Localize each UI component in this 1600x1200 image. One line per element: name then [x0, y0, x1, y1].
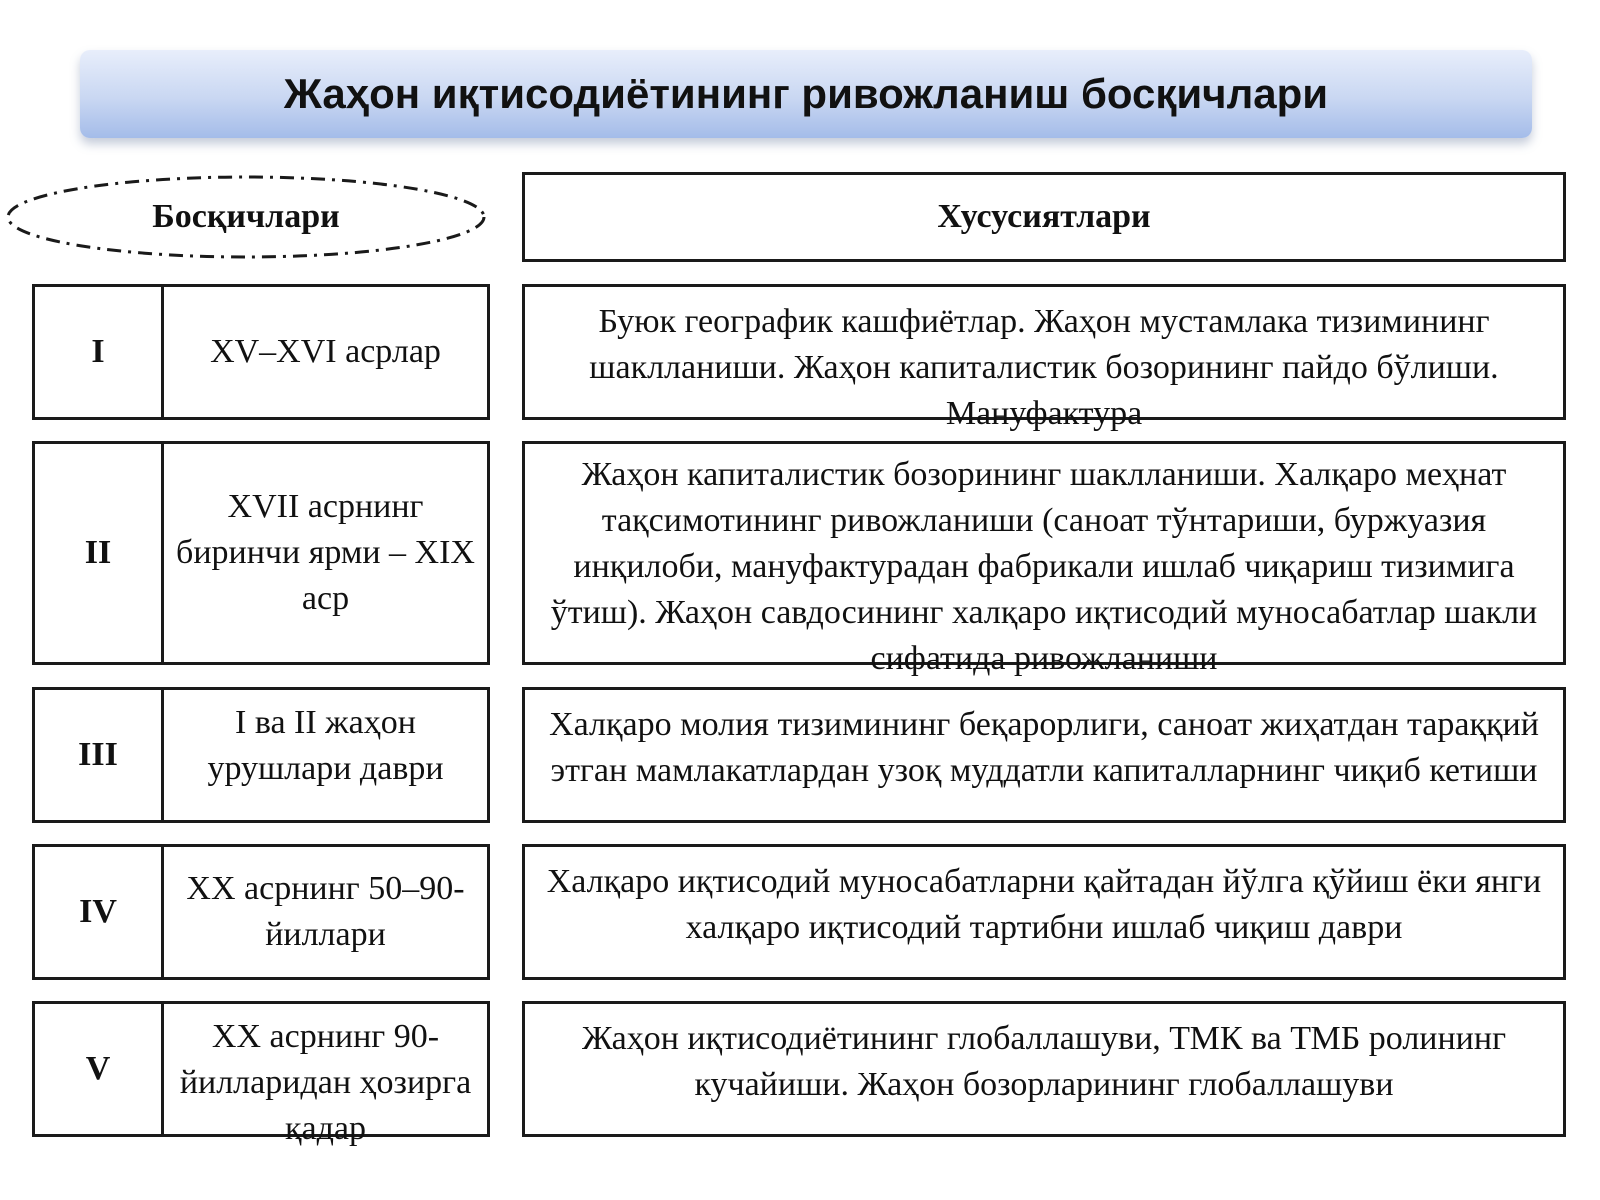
stage-description: Халқаро иқтисодий муносабатларни қайтадан йўлга қўйиш ёки янги халқаро иқтисодий тартибни ишлаб чиқиш даври [522, 844, 1566, 980]
stage-period: XV–XVI асрлар [161, 284, 490, 420]
stage-description: Халқаро молия тизимининг беқарорлиги, саноат жиҳатдан тараққий этган мамлакатлардан узоқ муддатли капиталларнинг чиқиб кетиши [522, 687, 1566, 823]
stage-period: XX асрнинг 50–90-йиллари [161, 844, 490, 980]
stage-period: XX асрнинг 90-йилларидан ҳозирга қадар [161, 1001, 490, 1137]
stage-period: I ва II жаҳон урушлари даври [161, 687, 490, 823]
stages-header [4, 174, 488, 260]
stage-period: XVII асрнинг биринчи ярми – XIX аср [161, 441, 490, 665]
stage-number: III [32, 687, 164, 823]
page-title: Жаҳон иқтисодиётининг ривожланиш босқичлари [283, 70, 1329, 117]
stage-number: I [32, 284, 164, 420]
stage-number: II [32, 441, 164, 665]
stage-description: Жаҳон иқтисодиётининг глобаллашуви, ТМК ва ТМБ ролининг кучайиши. Жаҳон бозорларининг глобаллашуви [522, 1001, 1566, 1137]
stage-number: IV [32, 844, 164, 980]
stage-number: V [32, 1001, 164, 1137]
stage-description: Жаҳон капиталистик бозорининг шаклланиши. Халқаро меҳнат тақсимотининг ривожланиши (саноат тўнтариши, буржуазия инқилоби, мануфактурадан фабрикали ишлаб чиқариш тизимига ўтиш). Жаҳон савдосининг халқаро иқтисодий муносабатлар шакли сифатида ривожланиши [522, 441, 1566, 665]
features-header: Хусусиятлари [522, 172, 1566, 262]
stage-description: Буюк географик кашфиётлар. Жаҳон мустамлака тизимининг шаклланиши. Жаҳон капиталистик бозорининг пайдо бўлиши. Мануфактура [522, 284, 1566, 420]
title-banner [80, 50, 1532, 138]
stages-header-label: Босқичлари [152, 198, 340, 235]
